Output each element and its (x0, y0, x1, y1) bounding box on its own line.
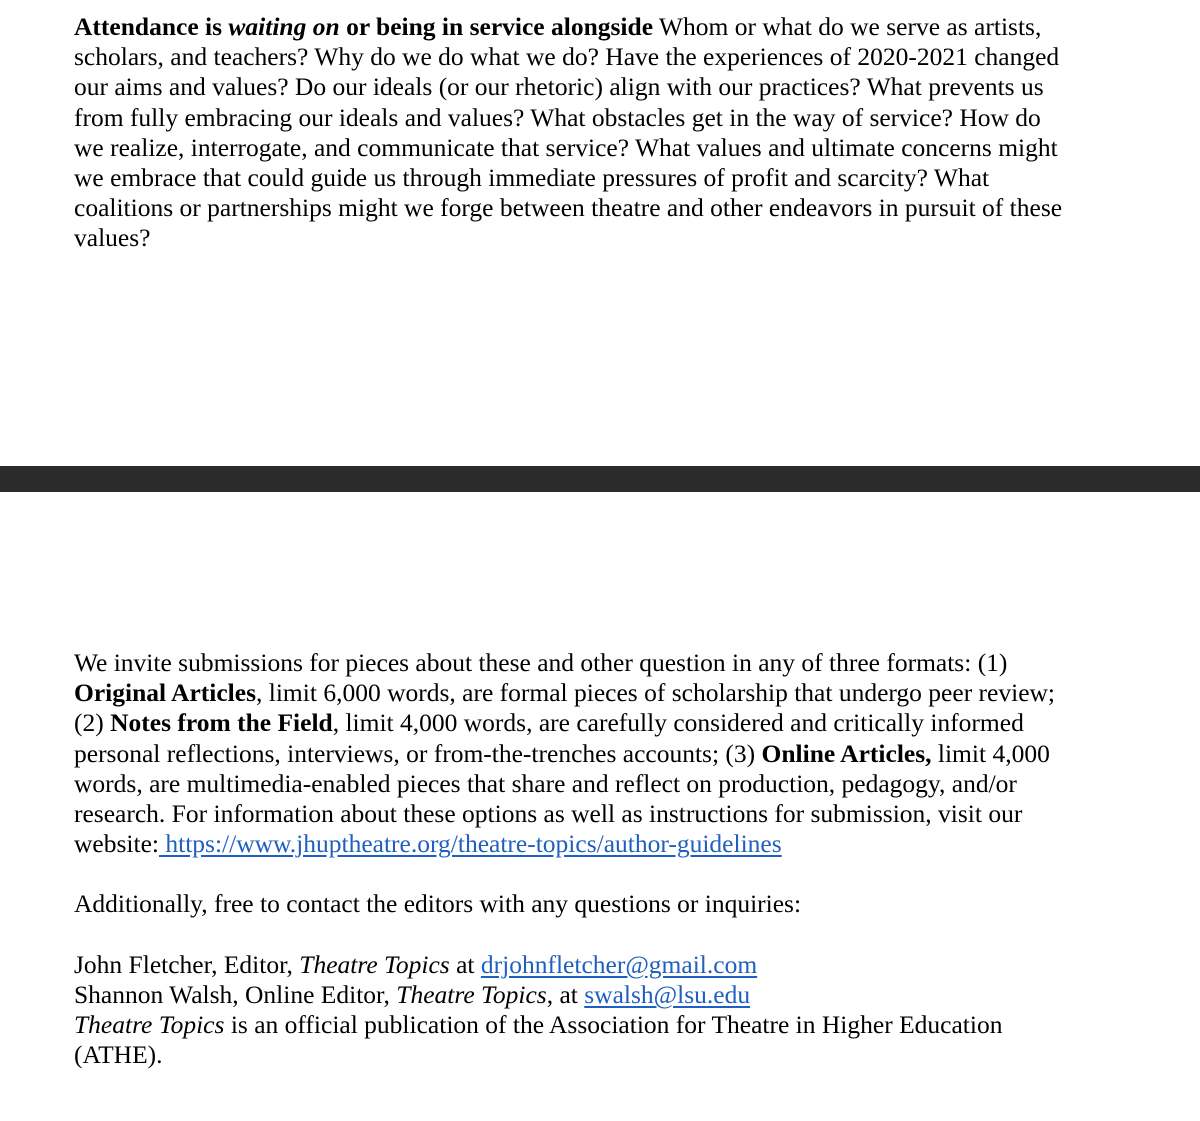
paragraph-line: our aims and values? Do our ideals (or our rhetoric) align with our practices? What prevents us (74, 72, 1044, 102)
lead-bold-text: Attendance is (74, 12, 229, 41)
paragraph-gap (74, 920, 1104, 950)
body-text: at (449, 949, 481, 979)
document-top-paragraph (74, 12, 1104, 254)
lead-bold-text: or being in service alongside (339, 12, 654, 41)
online-articles-label: Online Articles, (761, 738, 932, 768)
body-text: Shannon Walsh, Online Editor, (74, 979, 397, 1009)
paragraph-line: research. For information about these options as well as instructions for submission, visit our (74, 799, 1023, 829)
body-text: , at (546, 979, 585, 1009)
paragraph-line: values? (74, 223, 151, 253)
body-text: (2) (74, 708, 111, 738)
publication-note-line: (ATHE). (74, 1040, 163, 1070)
paragraph-line (74, 678, 1104, 708)
page-break-divider (0, 466, 1200, 492)
paragraph-line: We invite submissions for pieces about these and other question in any of three formats: (1) (74, 648, 1008, 677)
editor-contact-line (74, 950, 1104, 980)
body-text: John Fletcher, Editor, (74, 949, 300, 979)
notes-from-field-label: Notes from the Field (110, 708, 333, 738)
journal-title: Theatre Topics (299, 949, 450, 979)
body-text: is an official publication of the Association for Theatre in Higher Education (224, 1010, 1003, 1040)
paragraph-line: coalitions or partnerships might we forge between theatre and other endeavors in pursuit of these (74, 193, 1063, 223)
original-articles-label: Original Articles (74, 678, 257, 708)
editor-email-link[interactable]: drjohnfletcher@gmail.com (480, 949, 758, 979)
paragraph-line (74, 739, 1104, 769)
body-text: personal reflections, interviews, or from-the-trenches accounts; (3) (74, 738, 762, 768)
publication-note-line (74, 1010, 1104, 1040)
body-text: , limit 4,000 words, are carefully considered and critically informed (332, 708, 1024, 738)
body-text: Whom or what do we serve as artists, (653, 12, 1042, 41)
paragraph-line: words, are multimedia-enabled pieces that share and reflect on production, pedagogy, and/or (74, 768, 1017, 798)
paragraph-line (74, 12, 1104, 42)
online-editor-contact-line (74, 980, 1104, 1010)
body-text: website: (74, 829, 159, 859)
paragraph-line (74, 708, 1104, 738)
paragraph-line: we embrace that could guide us through immediate pressures of profit and scarcity? What (74, 163, 990, 193)
paragraph-line: scholars, and teachers? Why do we do what we do? Have the experiences of 2020-2021 changed (74, 42, 1060, 72)
body-text: limit 4,000 (931, 738, 1050, 768)
paragraph-line: we realize, interrogate, and communicate that service? What values and ultimate concerns might (74, 132, 1058, 162)
contact-editors-text: Additionally, free to contact the editors with any questions or inquiries: (74, 889, 802, 919)
author-guidelines-link[interactable]: https://www.jhuptheatre.org/theatre-topics/author-guidelines (158, 829, 782, 859)
journal-title: Theatre Topics (74, 1010, 225, 1040)
lead-bold-italic-text: waiting on (228, 12, 340, 41)
paragraph-line (74, 829, 1104, 859)
paragraph-line: from fully embracing our ideals and values? What obstacles get in the way of service? How do (74, 102, 1041, 132)
document-bottom-section (74, 648, 1104, 1070)
body-text: , limit 6,000 words, are formal pieces of scholarship that undergo peer review; (256, 678, 1056, 708)
journal-title: Theatre Topics (396, 979, 547, 1009)
online-editor-email-link[interactable]: swalsh@lsu.edu (584, 979, 751, 1009)
paragraph-gap (74, 859, 1104, 889)
